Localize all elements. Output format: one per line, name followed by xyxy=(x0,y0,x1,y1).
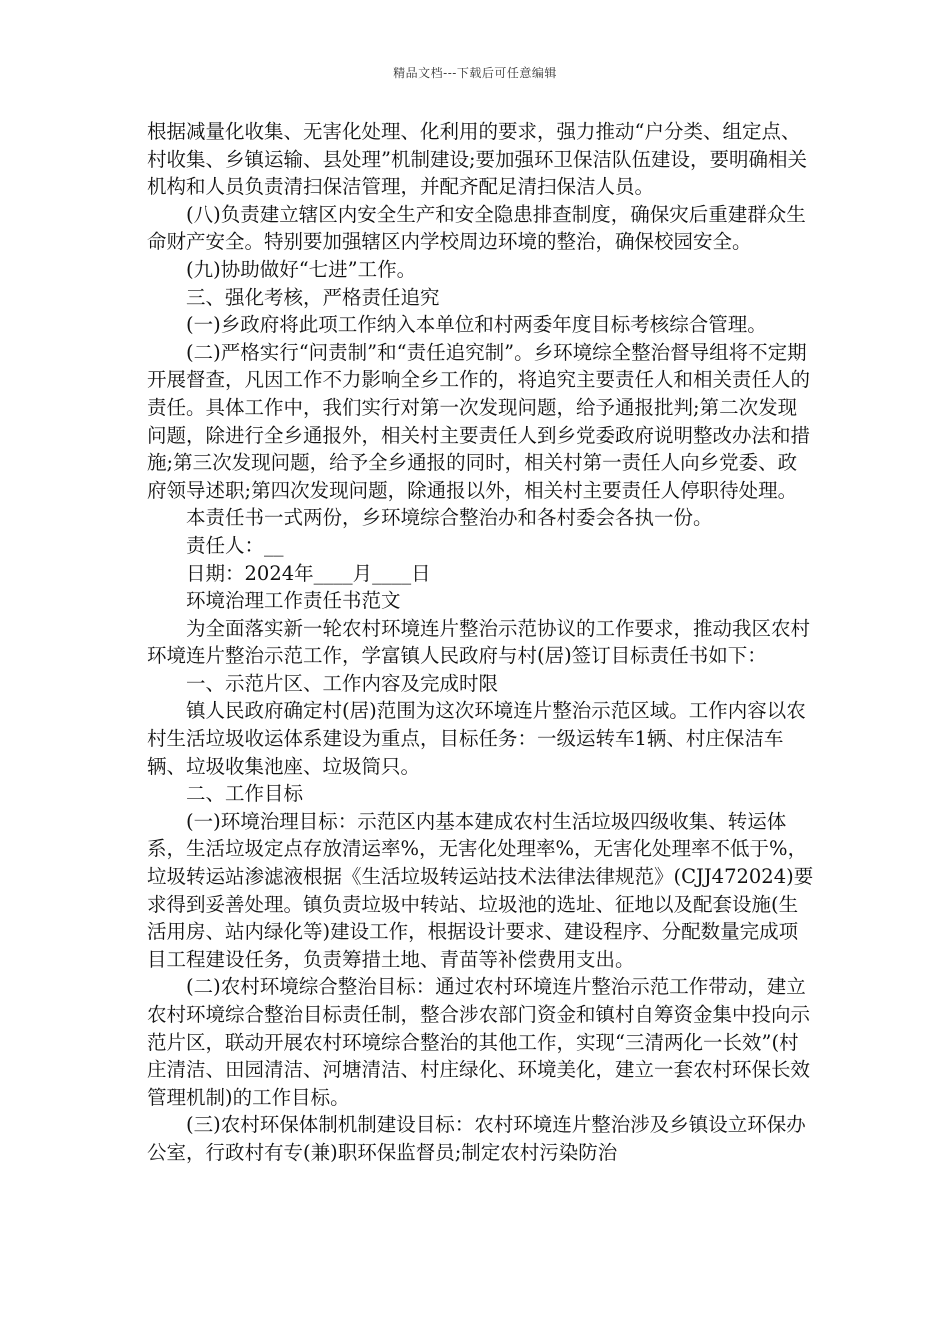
paragraph: (三)农村环保体制机制建设目标：农村环境连片整治涉及乡镇设立环保办公室，行政村有专(兼)职环保监督员;制定农村污染防治 xyxy=(147,1113,806,1164)
paragraph: (一)环境治理目标：示范区内基本建成农村生活垃圾四级收集、转运体系，生活垃圾定点存放清运率%，无害化处理率%，无害化处理率不低于%，垃圾转运站渗滤液根据《生活垃圾转运站技术法律法律规范》(CJJ472024)要求得到妥善处理。镇负责垃圾中转站、垃圾池的选址、征地以及配套设施(生活用房、站内绿化等)建设工作，根据设计要求、建设程序、分配数量完成项目工程建设任务，负责筹措土地、青苗等补偿费用支出。 xyxy=(147,809,814,971)
paragraph: (九)协助做好“七进”工作。 xyxy=(186,257,417,281)
paragraph: (二)农村环境综合整治目标：通过农村环境连片整治示范工作带动，建立农村环境综合整治目标责任制，整合涉农部门资金和镇村自筹资金集中投向示范片区，联动开展农村环境综合整治的其他工作，实现“三清两化一长效”(村庄清洁、田园清洁、河塘清洁、村庄绿化、环境美化，建立一套农村环保长效管理机制)的工作目标。 xyxy=(147,975,811,1109)
paragraph: 镇人民政府确定村(居)范围为这次环境连片整治示范区域。工作内容以农村生活垃圾收运体系建设为重点，目标任务：一级运转车1辆、村庄保洁车辆、垃圾收集池座、垃圾筒只。 xyxy=(147,699,806,778)
document-body xyxy=(147,118,815,1167)
paragraph: 为全面落实新一轮农村环境连片整治示范协议的工作要求，推动我区农村环境连片整治示范工作，学富镇人民政府与村(居)签订目标责任书如下： xyxy=(147,616,811,668)
paragraph: 根据减量化收集、无害化处理、化利用的要求，强力推动“户分类、组定点、村收集、乡镇运输、县处理”机制建设;要加强环卫保洁队伍建设，要明确相关机构和人员负责清扫保洁管理，并配齐配足清扫保洁人员。 xyxy=(147,120,808,199)
signature-line: 责任人：__ xyxy=(186,533,284,557)
paragraph: (一)乡政府将此项工作纳入本单位和村两委年度目标考核综合管理。 xyxy=(186,313,767,337)
paragraph: (八)负责建立辖区内安全生产和安全隐患排查制度，确保灾后重建群众生命财产安全。特别要加强辖区内学校周边环境的整治，确保校园安全。 xyxy=(147,202,806,254)
section-heading: 三、强化考核，严格责任追究 xyxy=(186,285,440,309)
section-heading: 二、工作目标 xyxy=(186,782,304,806)
section-heading: 一、示范片区、工作内容及完成时限 xyxy=(186,671,499,695)
paragraph: (二)严格实行“问责制”和“责任追究制”。乡环境综全整治督导组将不定期开展督查，凡因工作不力影响全乡工作的，将追究主要责任人和相关责任人的责任。具体工作中，我们实行对第一次发现问题，给予通报批判;第二次发现问题，除进行全乡通报外，相关村主要责任人到乡党委政府说明整改办法和措施;第三次发现问题，给予全乡通报的同时，相关村第一责任人向乡党委、政府领导述职;第四次发现问题，除通报以外，相关村主要责任人停职待处理。 xyxy=(147,340,811,502)
paragraph: 本责任书一式两份，乡环境综合整治办和各村委会各执一份。 xyxy=(186,506,713,530)
page-header: 精品文档---下载后可任意编辑 xyxy=(393,66,557,80)
date-line: 日期：2024年____月____日 xyxy=(186,561,431,585)
document-title: 环境治理工作责任书范文 xyxy=(186,589,401,613)
